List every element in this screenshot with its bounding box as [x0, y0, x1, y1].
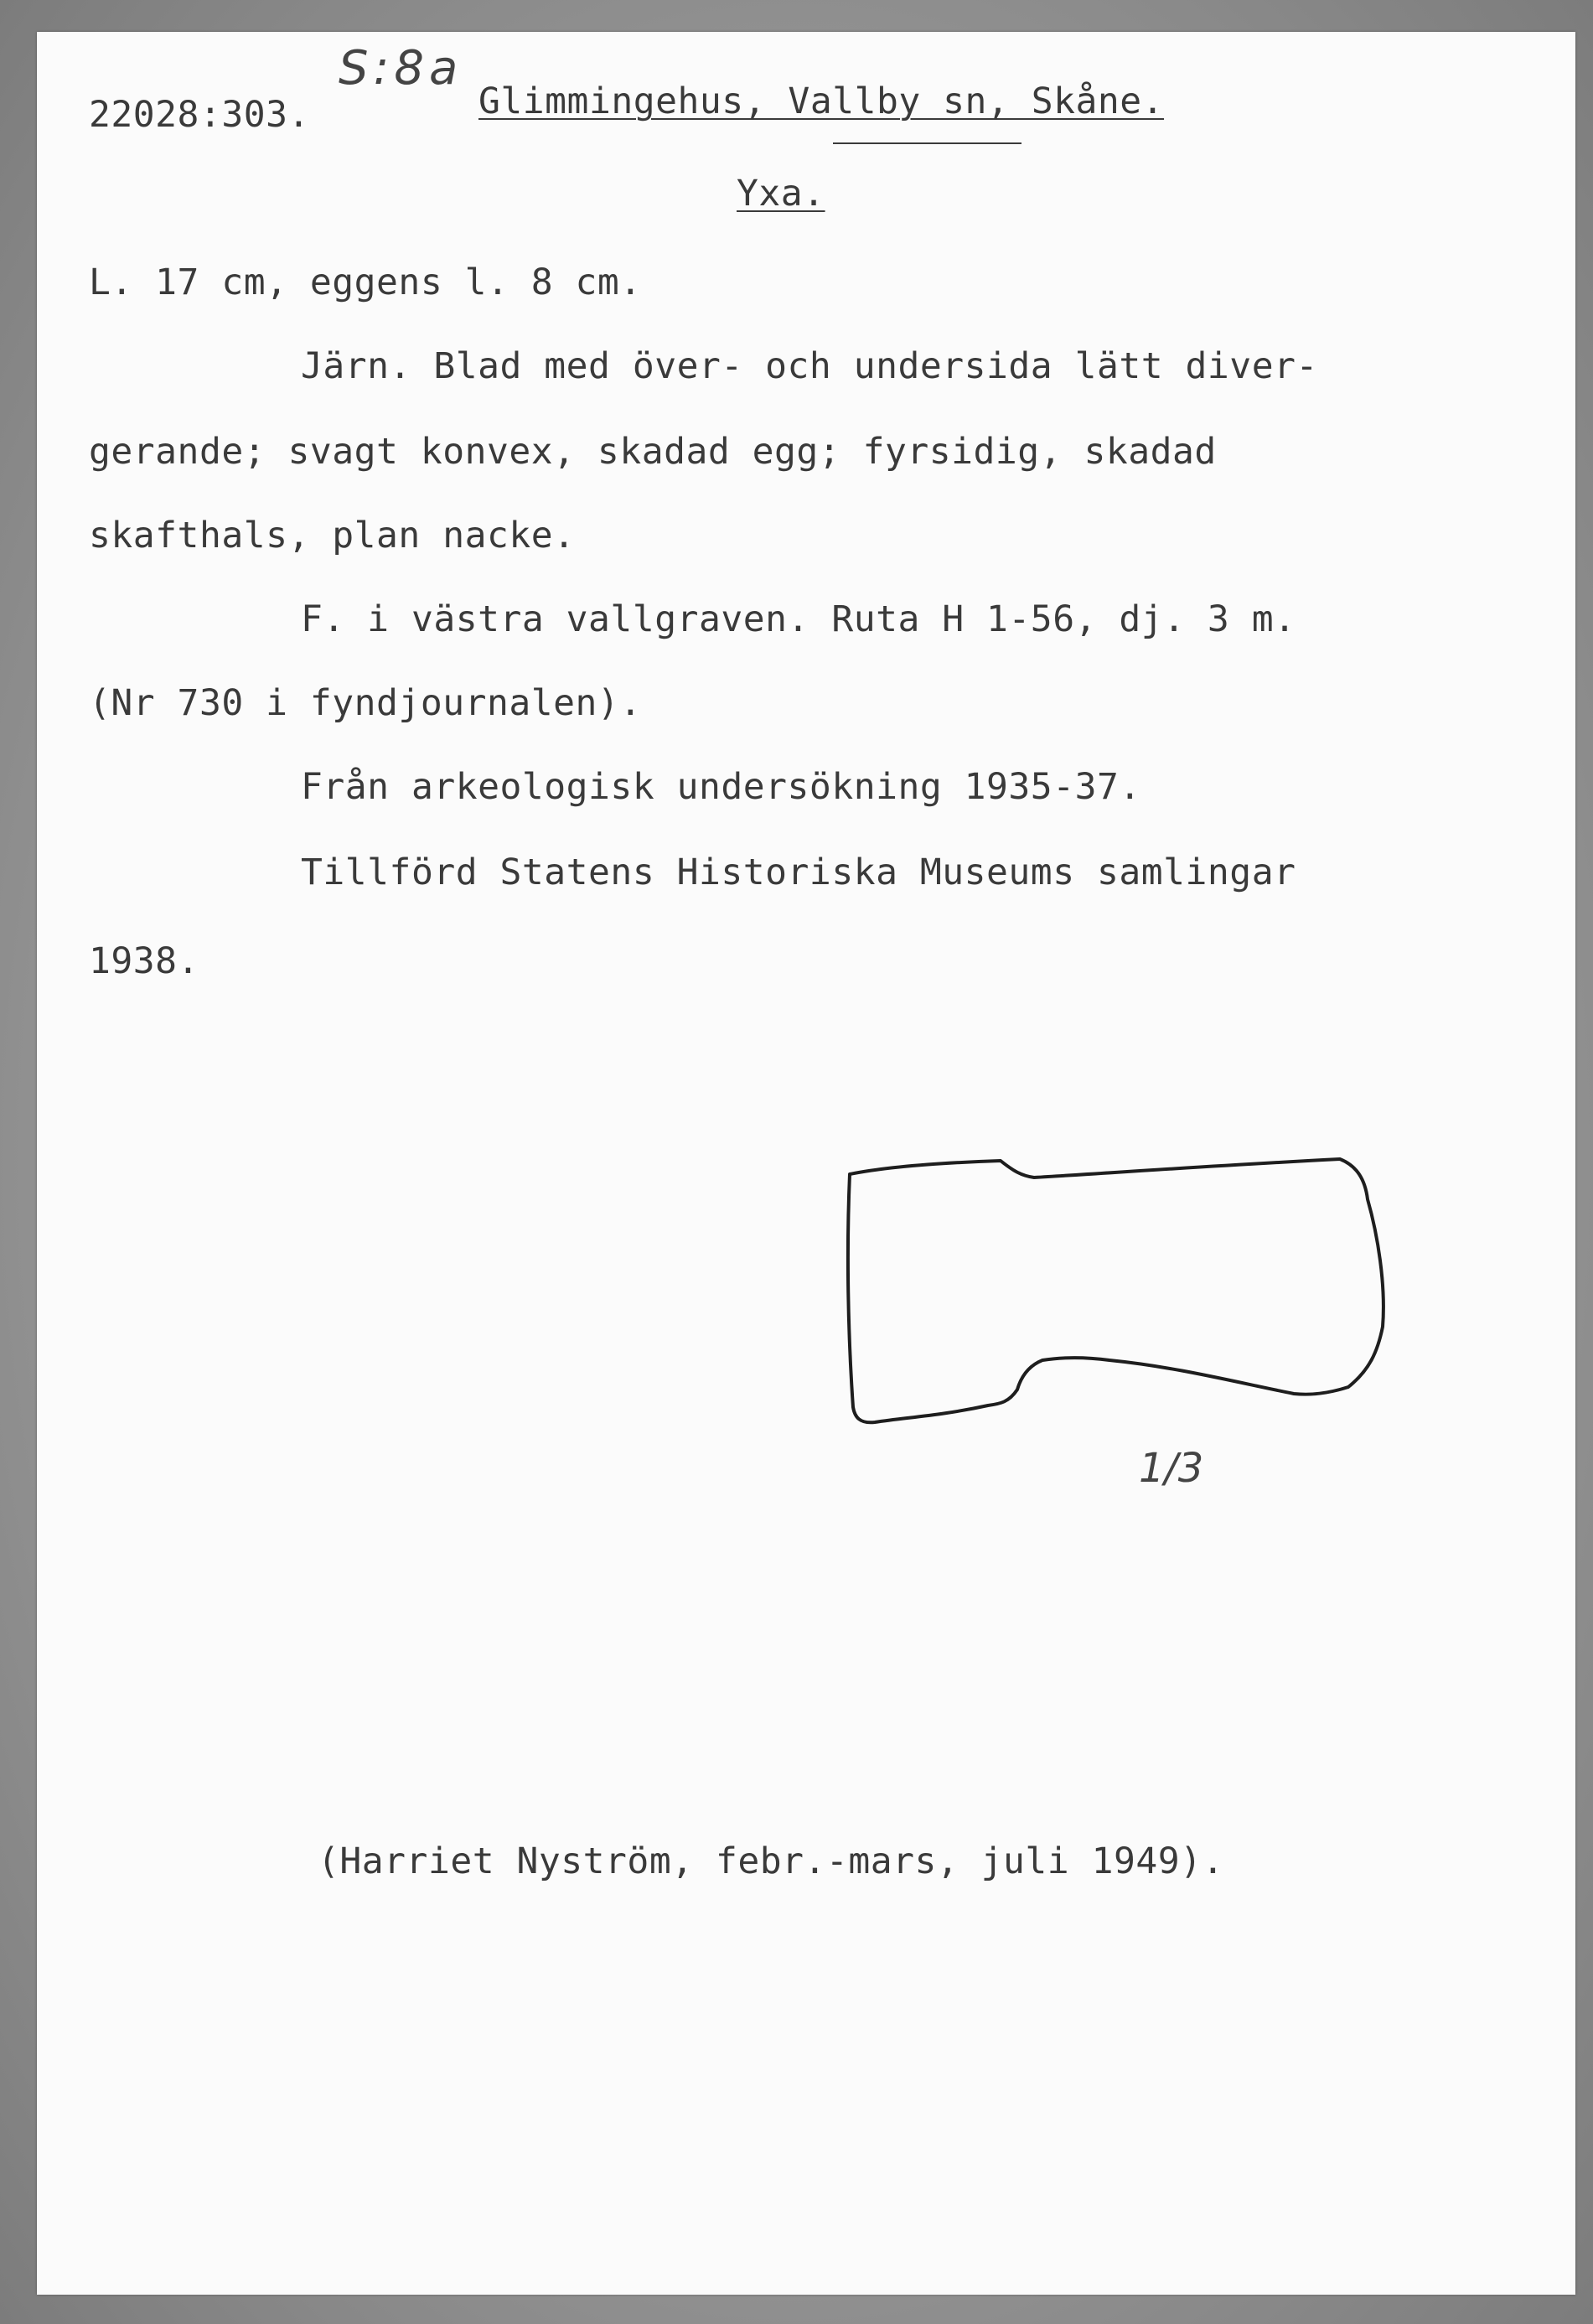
location-heading: Glimmingehus, Vallby sn, Skåne.	[478, 80, 1165, 122]
catalog-number: 22028:303.	[89, 94, 310, 136]
object-name: Yxa.	[737, 173, 825, 215]
measurements: L. 17 cm, eggens l. 8 cm.	[89, 261, 642, 303]
find-context-line-1: F. i västra vallgraven. Ruta H 1-56, dj. 3 m.	[301, 598, 1296, 640]
find-context-line-2: (Nr 730 i fyndjournalen).	[89, 682, 642, 724]
axe-outline-drawing	[841, 1151, 1411, 1436]
handwritten-annotation: S:8a	[339, 41, 463, 96]
location-underline-extra	[833, 142, 1021, 144]
description-line-3: skafthals, plan nacke.	[89, 515, 576, 556]
excavation-note: Från arkeologisk undersökning 1935-37.	[301, 766, 1141, 808]
acquisition-line-1: Tillförd Statens Historiska Museums samlingar	[301, 851, 1296, 893]
acquisition-line-2: 1938.	[89, 940, 199, 982]
author-note: (Harriet Nyström, febr.-mars, juli 1949).	[318, 1840, 1224, 1882]
drawing-scale: 1/3	[1139, 1445, 1204, 1492]
description-line-1: Järn. Blad med över- och undersida lätt diver-	[301, 345, 1318, 387]
description-line-2: gerande; svagt konvex, skadad egg; fyrsidig, skadad	[89, 431, 1217, 473]
catalog-card	[37, 32, 1575, 2295]
